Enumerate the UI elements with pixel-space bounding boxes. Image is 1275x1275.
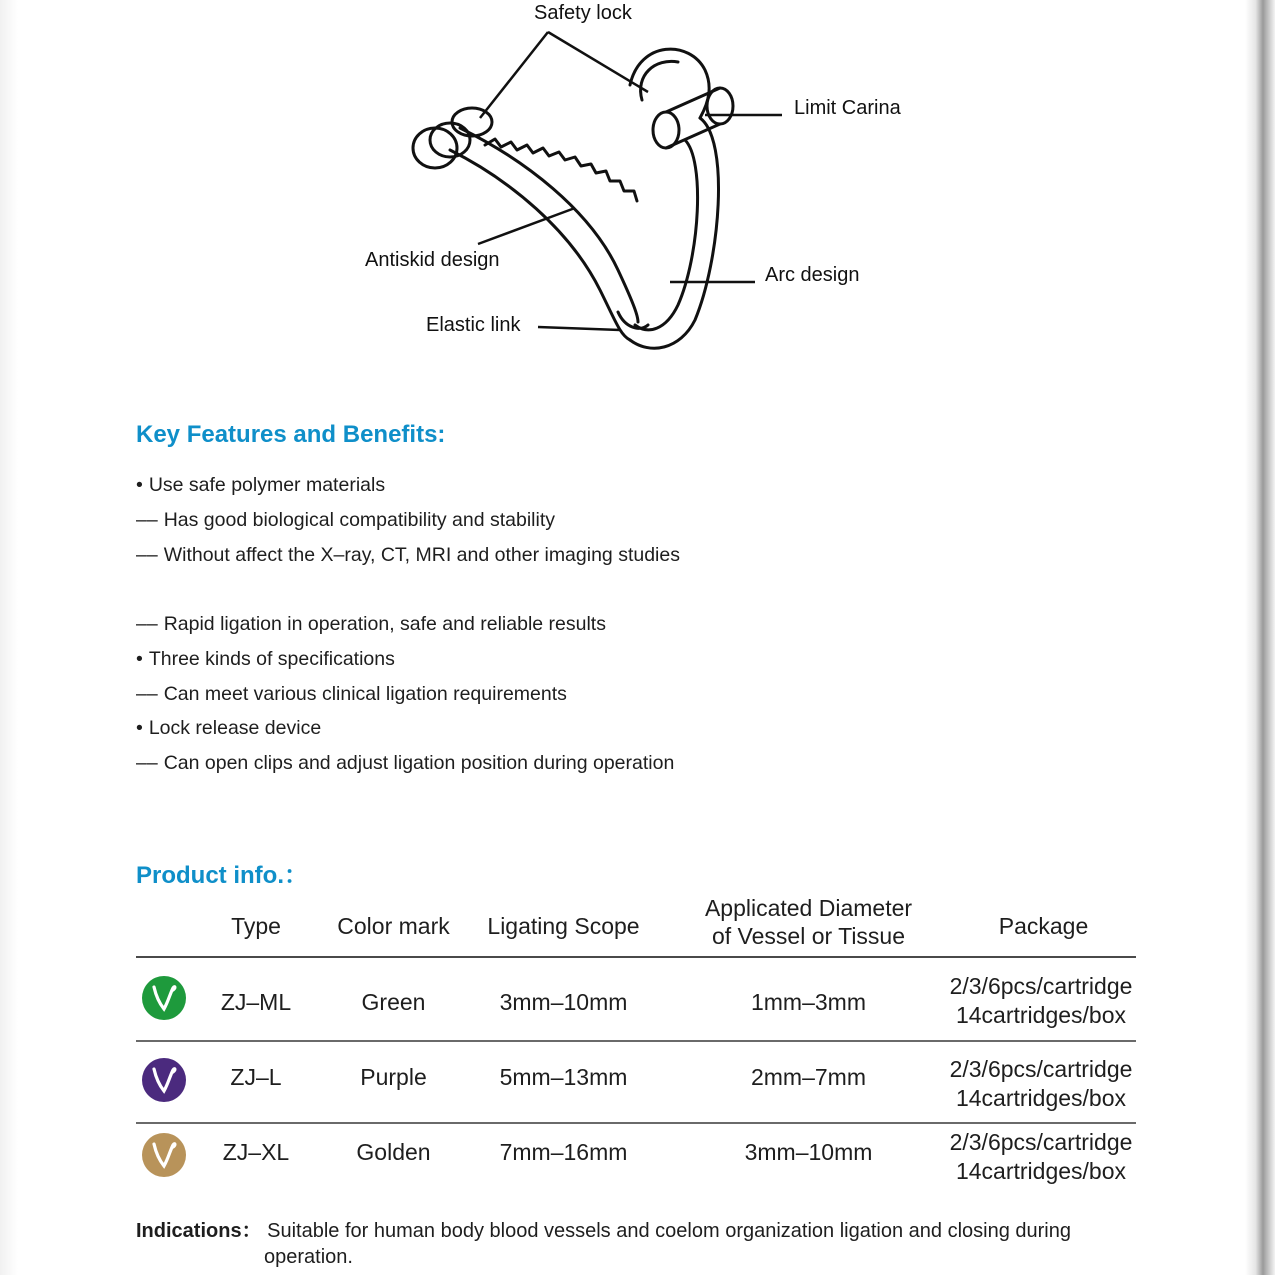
indications-text-line1: Suitable for human body blood vessels and coelom organization ligation and closing during (267, 1220, 1071, 1242)
features-heading: Key Features and Benefits: (136, 421, 446, 448)
feature-item (136, 613, 606, 636)
package-line2: 14cartridges/box (955, 1158, 1127, 1184)
product-table (136, 890, 1136, 1190)
feature-text: Without affect the X–ray, CT, MRI and other imaging studies (163, 544, 680, 566)
page-right-edge-shadow (1245, 0, 1275, 1275)
table-cell-color-mark: Green (361, 989, 426, 1015)
purple-v-icon (142, 1058, 186, 1102)
feature-item (136, 544, 680, 567)
table-cell-type: ZJ–XL (222, 1139, 290, 1165)
feature-item (136, 683, 567, 706)
column-header-diameter-line1: Applicated Diameter (704, 895, 913, 921)
package-line1: 2/3/6pcs/cartridge (949, 973, 1133, 999)
feature-item (136, 717, 321, 740)
feature-text: Lock release device (148, 717, 322, 739)
feature-text: Three kinds of specifications (148, 648, 395, 670)
column-header-color-mark: Color mark (337, 913, 450, 939)
bullet-prefix: • (136, 648, 143, 670)
table-cell-ligating-scope: 5mm–13mm (499, 1064, 628, 1090)
table-cell-color-mark: Purple (360, 1064, 427, 1090)
dash-prefix: –– (136, 683, 158, 705)
column-header-type: Type (231, 913, 281, 939)
indications-text-line2: operation. (264, 1246, 353, 1268)
label-elastic-link: Elastic link (426, 314, 521, 336)
indications (136, 1218, 1136, 1270)
green-v-icon (142, 976, 186, 1020)
package-line2: 14cartridges/box (955, 1085, 1127, 1111)
feature-text: Can open clips and adjust ligation position during operation (163, 752, 675, 774)
table-header-rule (136, 956, 1136, 958)
dash-prefix: –– (136, 752, 158, 774)
dash-prefix: –– (136, 613, 158, 635)
package-line1: 2/3/6pcs/cartridge (949, 1056, 1133, 1082)
product-info-heading: Product info.： (136, 862, 308, 889)
table-cell-type: ZJ–L (230, 1064, 282, 1090)
feature-text: Use safe polymer materials (148, 474, 386, 496)
indications-label: Indications： (136, 1220, 262, 1242)
package-line1: 2/3/6pcs/cartridge (949, 1129, 1133, 1155)
table-cell-diameter: 1mm–3mm (750, 989, 866, 1015)
feature-text: Can meet various clinical ligation requirements (163, 683, 567, 705)
label-antiskid-design: Antiskid design (365, 249, 500, 271)
table-row-divider (136, 1122, 1136, 1124)
package-line2: 14cartridges/box (955, 1002, 1127, 1028)
table-cell-ligating-scope: 7mm–16mm (499, 1139, 628, 1165)
dash-prefix: –– (136, 509, 158, 531)
feature-item (136, 752, 674, 775)
table-cell-diameter: 2mm–7mm (750, 1064, 866, 1090)
column-header-diameter-line2: of Vessel or Tissue (711, 923, 906, 949)
label-arc-design: Arc design (765, 264, 860, 286)
feature-text: Has good biological compatibility and stability (163, 509, 555, 531)
label-safety-lock: Safety lock (534, 2, 632, 24)
bullet-prefix: • (136, 474, 143, 496)
table-cell-color-mark: Golden (356, 1139, 431, 1165)
table-cell-package (941, 1055, 1141, 1113)
label-limit-carina: Limit Carina (794, 97, 901, 119)
column-header-ligating-scope: Ligating Scope (487, 913, 640, 939)
feature-item (136, 509, 555, 532)
table-row-divider (136, 1040, 1136, 1042)
feature-item (136, 474, 385, 497)
table-cell-diameter: 3mm–10mm (744, 1139, 873, 1165)
feature-item (136, 648, 395, 671)
ligation-clip-illustration (300, 0, 1000, 370)
table-cell-ligating-scope: 3mm–10mm (499, 989, 628, 1015)
column-header-diameter (681, 894, 936, 950)
dash-prefix: –– (136, 544, 158, 566)
bullet-prefix: • (136, 717, 143, 739)
feature-text: Rapid ligation in operation, safe and reliable results (163, 613, 606, 635)
page-left-edge (0, 0, 18, 1275)
table-cell-package (941, 1128, 1141, 1186)
table-cell-type: ZJ–ML (220, 989, 292, 1015)
column-header-package: Package (998, 913, 1089, 939)
clip-diagram (300, 0, 1000, 370)
table-cell-package (941, 972, 1141, 1030)
golden-v-icon (142, 1133, 186, 1177)
